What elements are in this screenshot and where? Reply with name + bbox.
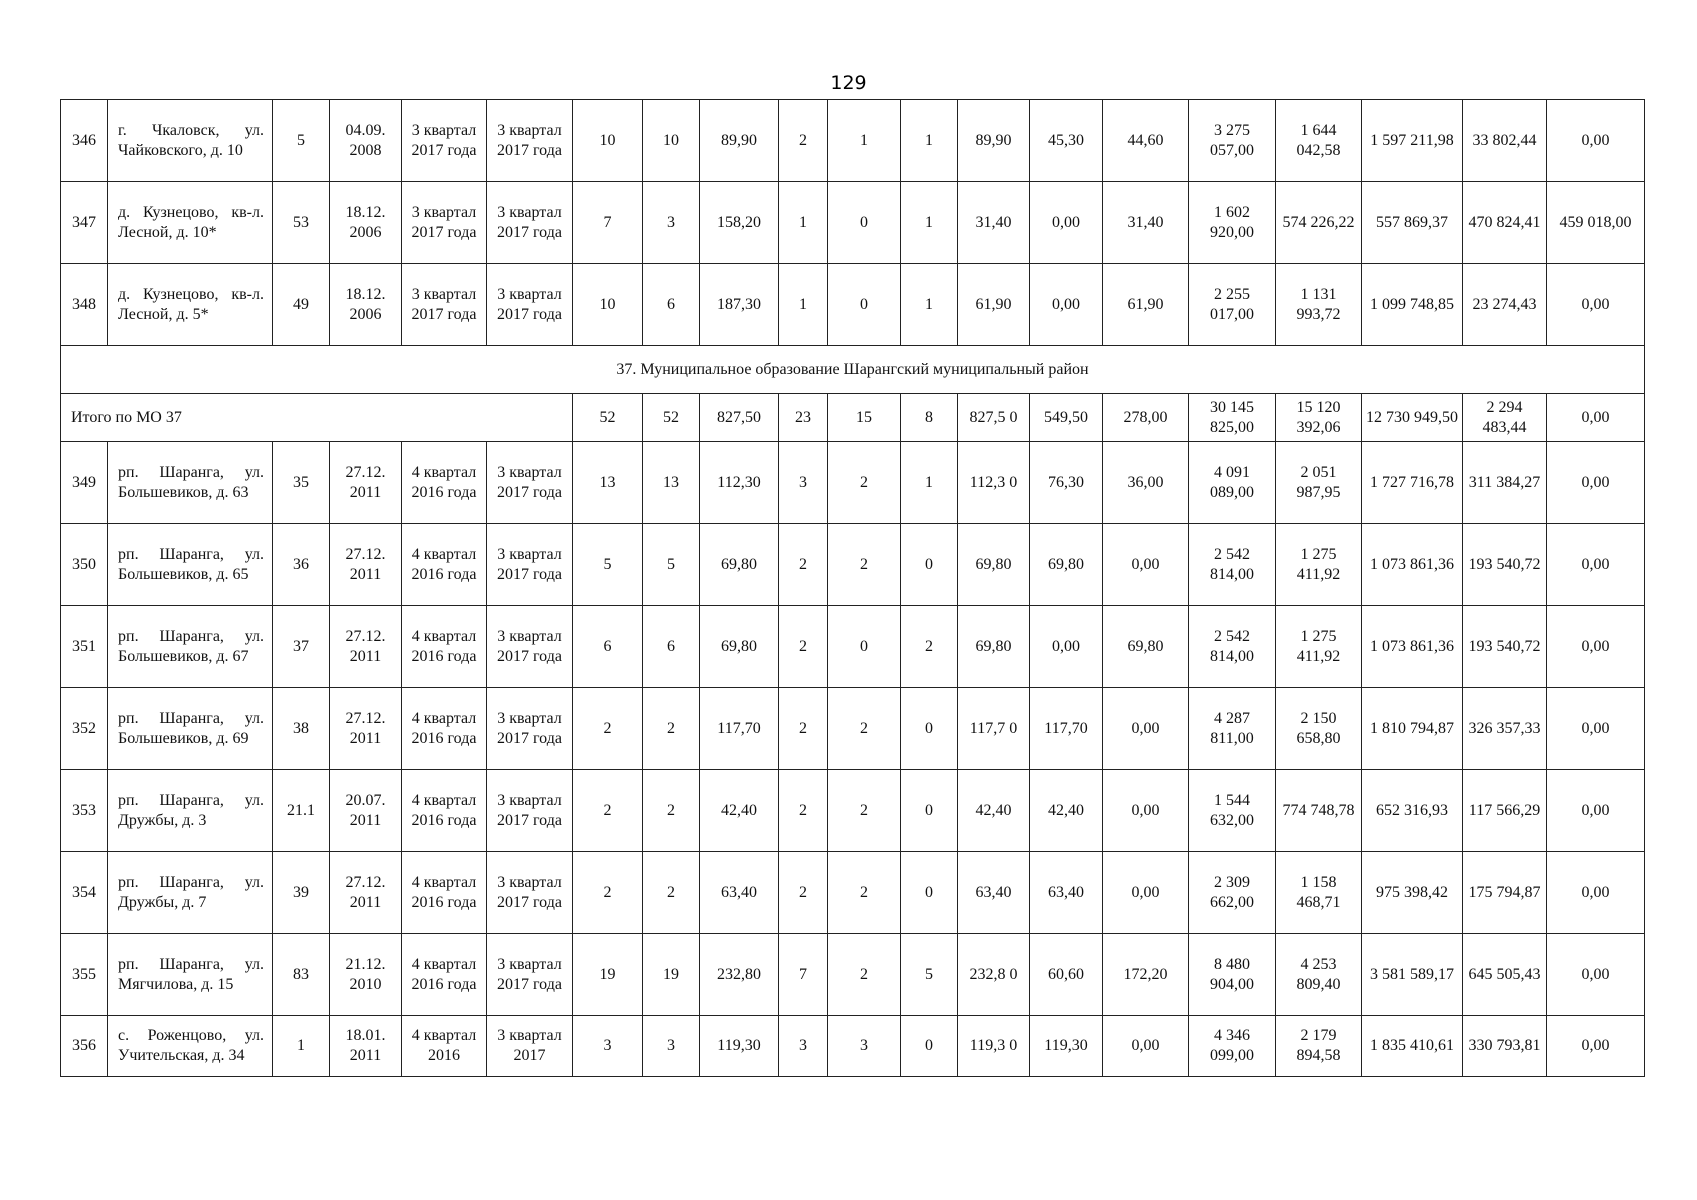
value-cell: 0 (901, 524, 958, 606)
planned-date-cell: 4 квартал 2016 года (402, 606, 487, 688)
value-cell: 3 581 589,17 (1362, 934, 1463, 1016)
row-number-cell: 352 (61, 688, 108, 770)
address-cell: д. Кузнецово, кв-л. Лесной, д. 5* (108, 264, 273, 346)
value-cell: 1 (901, 442, 958, 524)
value-cell: 0,00 (1547, 442, 1645, 524)
total-label: Итого по МО 37 (61, 394, 573, 442)
value-cell: 89,90 (700, 100, 779, 182)
value-cell: 2 (779, 524, 828, 606)
value-cell: 2 (643, 770, 700, 852)
value-cell: 0,00 (1547, 688, 1645, 770)
completion-date-cell: 3 квартал 2017 года (487, 934, 573, 1016)
document-number-cell: 21.1 (273, 770, 330, 852)
value-cell: 13 (573, 442, 643, 524)
value-cell: 2 (573, 852, 643, 934)
total-cell: 278,00 (1103, 394, 1189, 442)
total-cell: 52 (643, 394, 700, 442)
value-cell: 1 (779, 182, 828, 264)
value-cell: 0,00 (1547, 606, 1645, 688)
section-block (61, 346, 1645, 442)
value-cell: 5 (643, 524, 700, 606)
address-cell: рп. Шаранга, ул. Дружбы, д. 3 (108, 770, 273, 852)
completion-date-cell: 3 квартал 2017 года (487, 182, 573, 264)
row-number-cell: 356 (61, 1016, 108, 1077)
completion-date-cell: 3 квартал 2017 года (487, 688, 573, 770)
total-cell: 827,50 (700, 394, 779, 442)
planned-date-cell: 4 квартал 2016 года (402, 442, 487, 524)
table-row (61, 182, 1645, 264)
value-cell: 1 810 794,87 (1362, 688, 1463, 770)
value-cell: 1 602 920,00 (1189, 182, 1276, 264)
value-cell: 0 (828, 606, 901, 688)
completion-date-cell: 3 квартал 2017 года (487, 770, 573, 852)
value-cell: 10 (573, 100, 643, 182)
document-date-cell: 18.12. 2006 (330, 264, 402, 346)
value-cell: 31,40 (1103, 182, 1189, 264)
value-cell: 0,00 (1030, 606, 1103, 688)
value-cell: 2 (779, 100, 828, 182)
section-title: 37. Муниципальное образование Шарангский муниципальный район (61, 346, 1645, 394)
document-number-cell: 53 (273, 182, 330, 264)
value-cell: 10 (643, 100, 700, 182)
value-cell: 69,80 (700, 524, 779, 606)
value-cell: 76,30 (1030, 442, 1103, 524)
value-cell: 2 309 662,00 (1189, 852, 1276, 934)
document-date-cell: 21.12. 2010 (330, 934, 402, 1016)
value-cell: 119,30 (700, 1016, 779, 1077)
housing-resettlement-table (60, 99, 1645, 1077)
value-cell: 69,80 (1030, 524, 1103, 606)
completion-date-cell: 3 квартал 2017 года (487, 100, 573, 182)
value-cell: 1 835 410,61 (1362, 1016, 1463, 1077)
value-cell: 117 566,29 (1463, 770, 1547, 852)
table-row (61, 442, 1645, 524)
value-cell: 13 (643, 442, 700, 524)
value-cell: 0 (901, 1016, 958, 1077)
planned-date-cell: 4 квартал 2016 года (402, 770, 487, 852)
value-cell: 0,00 (1030, 182, 1103, 264)
value-cell: 119,3 0 (958, 1016, 1030, 1077)
row-number-cell: 355 (61, 934, 108, 1016)
value-cell: 3 (779, 442, 828, 524)
value-cell: 0 (828, 264, 901, 346)
value-cell: 470 824,41 (1463, 182, 1547, 264)
value-cell: 2 051 987,95 (1276, 442, 1362, 524)
document-date-cell: 27.12. 2011 (330, 606, 402, 688)
value-cell: 975 398,42 (1362, 852, 1463, 934)
value-cell: 0 (901, 852, 958, 934)
planned-date-cell: 4 квартал 2016 года (402, 688, 487, 770)
value-cell: 0,00 (1103, 1016, 1189, 1077)
value-cell: 1 099 748,85 (1362, 264, 1463, 346)
address-cell: рп. Шаранга, ул. Большевиков, д. 63 (108, 442, 273, 524)
value-cell: 326 357,33 (1463, 688, 1547, 770)
value-cell: 45,30 (1030, 100, 1103, 182)
value-cell: 158,20 (700, 182, 779, 264)
planned-date-cell: 4 квартал 2016 года (402, 524, 487, 606)
completion-date-cell: 3 квартал 2017 года (487, 606, 573, 688)
table-row (61, 688, 1645, 770)
value-cell: 117,70 (1030, 688, 1103, 770)
total-cell: 15 120 392,06 (1276, 394, 1362, 442)
value-cell: 63,40 (700, 852, 779, 934)
value-cell: 4 346 099,00 (1189, 1016, 1276, 1077)
document-number-cell: 1 (273, 1016, 330, 1077)
document-date-cell: 18.12. 2006 (330, 182, 402, 264)
value-cell: 36,00 (1103, 442, 1189, 524)
value-cell: 1 (779, 264, 828, 346)
section-row (61, 346, 1645, 394)
document-number-cell: 83 (273, 934, 330, 1016)
document-number-cell: 49 (273, 264, 330, 346)
total-row (61, 394, 1645, 442)
row-number-cell: 347 (61, 182, 108, 264)
value-cell: 175 794,87 (1463, 852, 1547, 934)
value-cell: 0,00 (1030, 264, 1103, 346)
value-cell: 5 (901, 934, 958, 1016)
value-cell: 1 275 411,92 (1276, 524, 1362, 606)
total-cell: 30 145 825,00 (1189, 394, 1276, 442)
value-cell: 3 (828, 1016, 901, 1077)
value-cell: 0 (901, 770, 958, 852)
value-cell: 33 802,44 (1463, 100, 1547, 182)
value-cell: 117,7 0 (958, 688, 1030, 770)
completion-date-cell: 3 квартал 2017 года (487, 524, 573, 606)
value-cell: 10 (573, 264, 643, 346)
value-cell: 0 (901, 688, 958, 770)
value-cell: 645 505,43 (1463, 934, 1547, 1016)
value-cell: 1 727 716,78 (1362, 442, 1463, 524)
value-cell: 557 869,37 (1362, 182, 1463, 264)
total-cell: 23 (779, 394, 828, 442)
value-cell: 574 226,22 (1276, 182, 1362, 264)
address-cell: рп. Шаранга, ул. Большевиков, д. 67 (108, 606, 273, 688)
table-row (61, 524, 1645, 606)
planned-date-cell: 4 квартал 2016 года (402, 934, 487, 1016)
document-date-cell: 27.12. 2011 (330, 688, 402, 770)
value-cell: 187,30 (700, 264, 779, 346)
planned-date-cell: 3 квартал 2017 года (402, 264, 487, 346)
value-cell: 1 073 861,36 (1362, 606, 1463, 688)
document-date-cell: 27.12. 2011 (330, 442, 402, 524)
value-cell: 69,80 (958, 524, 1030, 606)
value-cell: 6 (643, 606, 700, 688)
value-cell: 69,80 (700, 606, 779, 688)
row-number-cell: 353 (61, 770, 108, 852)
value-cell: 19 (573, 934, 643, 1016)
value-cell: 193 540,72 (1463, 524, 1547, 606)
value-cell: 19 (643, 934, 700, 1016)
document-date-cell: 18.01. 2011 (330, 1016, 402, 1077)
value-cell: 1 644 042,58 (1276, 100, 1362, 182)
document-number-cell: 36 (273, 524, 330, 606)
value-cell: 3 275 057,00 (1189, 100, 1276, 182)
value-cell: 1 (828, 100, 901, 182)
document-date-cell: 27.12. 2011 (330, 852, 402, 934)
value-cell: 4 091 089,00 (1189, 442, 1276, 524)
document-number-cell: 5 (273, 100, 330, 182)
value-cell: 0,00 (1103, 852, 1189, 934)
value-cell: 774 748,78 (1276, 770, 1362, 852)
page-number: 129 (830, 72, 867, 94)
value-cell: 2 179 894,58 (1276, 1016, 1362, 1077)
completion-date-cell: 3 квартал 2017 года (487, 852, 573, 934)
document-number-cell: 37 (273, 606, 330, 688)
planned-date-cell: 3 квартал 2017 года (402, 100, 487, 182)
value-cell: 1 (901, 264, 958, 346)
table-row (61, 934, 1645, 1016)
value-cell: 0,00 (1547, 264, 1645, 346)
address-cell: рп. Шаранга, ул. Большевиков, д. 69 (108, 688, 273, 770)
value-cell: 2 (779, 606, 828, 688)
value-cell: 330 793,81 (1463, 1016, 1547, 1077)
value-cell: 119,30 (1030, 1016, 1103, 1077)
value-cell: 1 544 632,00 (1189, 770, 1276, 852)
row-number-cell: 350 (61, 524, 108, 606)
value-cell: 44,60 (1103, 100, 1189, 182)
planned-date-cell: 4 квартал 2016 года (402, 852, 487, 934)
value-cell: 0,00 (1103, 524, 1189, 606)
value-cell: 3 (643, 182, 700, 264)
completion-date-cell: 3 квартал 2017 года (487, 442, 573, 524)
value-cell: 0,00 (1547, 100, 1645, 182)
value-cell: 60,60 (1030, 934, 1103, 1016)
row-number-cell: 354 (61, 852, 108, 934)
value-cell: 89,90 (958, 100, 1030, 182)
document-number-cell: 39 (273, 852, 330, 934)
value-cell: 2 (779, 688, 828, 770)
total-cell: 827,5 0 (958, 394, 1030, 442)
value-cell: 2 (901, 606, 958, 688)
address-cell: рп. Шаранга, ул. Дружбы, д. 7 (108, 852, 273, 934)
document-number-cell: 35 (273, 442, 330, 524)
value-cell: 2 (779, 770, 828, 852)
value-cell: 23 274,43 (1463, 264, 1547, 346)
address-cell: д. Кузнецово, кв-л. Лесной, д. 10* (108, 182, 273, 264)
table-row (61, 770, 1645, 852)
value-cell: 2 (828, 688, 901, 770)
document-date-cell: 20.07. 2011 (330, 770, 402, 852)
value-cell: 2 150 658,80 (1276, 688, 1362, 770)
completion-date-cell: 3 квартал 2017 (487, 1016, 573, 1077)
value-cell: 5 (573, 524, 643, 606)
value-cell: 2 (643, 852, 700, 934)
value-cell: 3 (779, 1016, 828, 1077)
value-cell: 1 158 468,71 (1276, 852, 1362, 934)
value-cell: 2 255 017,00 (1189, 264, 1276, 346)
value-cell: 0,00 (1547, 770, 1645, 852)
value-cell: 652 316,93 (1362, 770, 1463, 852)
value-cell: 459 018,00 (1547, 182, 1645, 264)
value-cell: 0 (828, 182, 901, 264)
value-cell: 4 253 809,40 (1276, 934, 1362, 1016)
row-number-cell: 351 (61, 606, 108, 688)
value-cell: 2 (828, 770, 901, 852)
value-cell: 0,00 (1547, 934, 1645, 1016)
table-row (61, 1016, 1645, 1077)
value-cell: 2 (828, 852, 901, 934)
value-cell: 69,80 (1103, 606, 1189, 688)
total-cell: 12 730 949,50 (1362, 394, 1463, 442)
value-cell: 6 (573, 606, 643, 688)
table-row (61, 100, 1645, 182)
value-cell: 1 (901, 100, 958, 182)
value-cell: 2 (573, 688, 643, 770)
total-cell: 15 (828, 394, 901, 442)
value-cell: 1 131 993,72 (1276, 264, 1362, 346)
value-cell: 3 (643, 1016, 700, 1077)
value-cell: 2 (779, 852, 828, 934)
value-cell: 3 (573, 1016, 643, 1077)
value-cell: 0,00 (1547, 524, 1645, 606)
planned-date-cell: 4 квартал 2016 (402, 1016, 487, 1077)
value-cell: 0,00 (1103, 770, 1189, 852)
value-cell: 61,90 (1103, 264, 1189, 346)
document-date-cell: 27.12. 2011 (330, 524, 402, 606)
address-cell: рп. Шаранга, ул. Мягчилова, д. 15 (108, 934, 273, 1016)
value-cell: 311 384,27 (1463, 442, 1547, 524)
value-cell: 2 (828, 442, 901, 524)
value-cell: 63,40 (1030, 852, 1103, 934)
value-cell: 42,40 (700, 770, 779, 852)
value-cell: 0,00 (1103, 688, 1189, 770)
value-cell: 1 275 411,92 (1276, 606, 1362, 688)
value-cell: 2 542 814,00 (1189, 524, 1276, 606)
value-cell: 6 (643, 264, 700, 346)
value-cell: 7 (779, 934, 828, 1016)
document-number-cell: 38 (273, 688, 330, 770)
value-cell: 2 (828, 524, 901, 606)
completion-date-cell: 3 квартал 2017 года (487, 264, 573, 346)
planned-date-cell: 3 квартал 2017 года (402, 182, 487, 264)
address-cell: г. Чкаловск, ул. Чайковского, д. 10 (108, 100, 273, 182)
value-cell: 2 (573, 770, 643, 852)
table-body-top (61, 100, 1645, 346)
value-cell: 2 (828, 934, 901, 1016)
value-cell: 69,80 (958, 606, 1030, 688)
address-cell: рп. Шаранга, ул. Большевиков, д. 65 (108, 524, 273, 606)
value-cell: 7 (573, 182, 643, 264)
row-number-cell: 346 (61, 100, 108, 182)
value-cell: 1 597 211,98 (1362, 100, 1463, 182)
value-cell: 112,3 0 (958, 442, 1030, 524)
value-cell: 31,40 (958, 182, 1030, 264)
value-cell: 4 287 811,00 (1189, 688, 1276, 770)
table-row (61, 264, 1645, 346)
value-cell: 112,30 (700, 442, 779, 524)
value-cell: 1 (901, 182, 958, 264)
value-cell: 1 073 861,36 (1362, 524, 1463, 606)
value-cell: 2 (643, 688, 700, 770)
total-cell: 8 (901, 394, 958, 442)
total-cell: 2 294 483,44 (1463, 394, 1547, 442)
value-cell: 0,00 (1547, 1016, 1645, 1077)
total-cell: 52 (573, 394, 643, 442)
table-body-bottom (61, 442, 1645, 1077)
address-cell: с. Роженцово, ул. Учительская, д. 34 (108, 1016, 273, 1077)
value-cell: 42,40 (1030, 770, 1103, 852)
document-date-cell: 04.09. 2008 (330, 100, 402, 182)
total-cell: 0,00 (1547, 394, 1645, 442)
value-cell: 0,00 (1547, 852, 1645, 934)
value-cell: 2 542 814,00 (1189, 606, 1276, 688)
value-cell: 172,20 (1103, 934, 1189, 1016)
row-number-cell: 349 (61, 442, 108, 524)
row-number-cell: 348 (61, 264, 108, 346)
value-cell: 8 480 904,00 (1189, 934, 1276, 1016)
value-cell: 232,80 (700, 934, 779, 1016)
total-cell: 549,50 (1030, 394, 1103, 442)
table-row (61, 606, 1645, 688)
value-cell: 232,8 0 (958, 934, 1030, 1016)
value-cell: 193 540,72 (1463, 606, 1547, 688)
table-row (61, 852, 1645, 934)
value-cell: 61,90 (958, 264, 1030, 346)
value-cell: 63,40 (958, 852, 1030, 934)
value-cell: 42,40 (958, 770, 1030, 852)
value-cell: 117,70 (700, 688, 779, 770)
